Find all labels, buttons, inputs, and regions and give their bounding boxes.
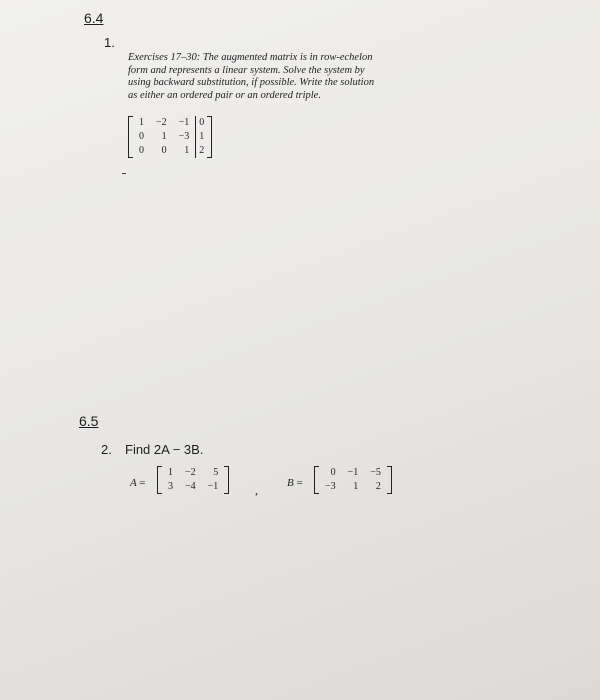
augmented-matrix-table [133,116,207,158]
matrix-row [162,480,224,494]
matrix-right-bracket [207,116,212,158]
matrix-row [162,466,224,480]
problem-number-2: 2. [101,442,112,457]
matrix-b-name: B [287,477,294,489]
instruction-line: Exercises 17–30: The augmented matrix is in row-echelon [128,52,373,63]
matrix-row [133,144,207,158]
matrix-cell: 3 [168,481,173,492]
matrix-cell: 5 [213,467,219,478]
matrix-cell: 0 [330,467,336,478]
instruction-line: form and represents a linear system. Solve the system by [128,64,365,76]
matrix-a-name: A [130,477,137,489]
pen-mark [122,173,126,174]
instruction-line: using backward substitution, if possible. Write the solution [128,77,375,88]
matrix-a-table [162,466,224,494]
equals-sign: = [296,477,303,489]
matrix-cell: −1 [207,481,219,492]
matrix-cell: −2 [156,117,167,128]
matrix-augmented-cell: 1 [196,130,208,144]
separator-comma: , [255,483,258,497]
instruction-line: as either an ordered pair or an ordered triple. [128,89,321,101]
matrix-row [133,116,207,130]
matrix-b-label [287,477,303,489]
augmented-matrix [128,116,212,158]
section-heading-6-5: 6.5 [79,413,99,429]
matrix-cell: 0 [139,145,144,156]
matrix-cell: −5 [370,467,381,478]
matrix-cell: 0 [139,131,144,142]
matrix-cell: 1 [161,131,167,142]
section-heading-6-4: 6.4 [84,10,104,26]
matrix-augmented-cell: 0 [196,116,208,130]
matrix-b [314,466,392,494]
matrix-row [319,466,387,480]
matrix-cell: −3 [178,131,190,142]
matrix-cell: 1 [353,481,359,492]
matrix-cell: 2 [375,481,381,492]
matrix-cell: 1 [184,145,190,156]
matrix-row [133,130,207,144]
matrix-cell: −3 [325,481,336,492]
matrix-a [157,466,229,494]
matrix-b-table [319,466,387,494]
matrix-right-bracket [224,466,229,494]
matrix-cell: 1 [139,117,144,128]
matrix-cell: −1 [178,117,190,128]
problem-prompt: Find 2A − 3B. [125,442,204,457]
problem-number-1: 1. [104,35,115,50]
exercise-instructions [128,52,413,102]
matrix-cell: −4 [185,481,196,492]
matrix-row [319,480,387,494]
matrix-cell: 0 [161,145,167,156]
matrix-cell: −2 [185,467,196,478]
matrix-a-label [130,477,146,489]
equals-sign: = [139,477,146,489]
matrix-cell: 1 [168,467,173,478]
matrix-augmented-cell: 2 [196,144,208,158]
matrix-cell: −1 [347,467,359,478]
matrix-right-bracket [387,466,392,494]
